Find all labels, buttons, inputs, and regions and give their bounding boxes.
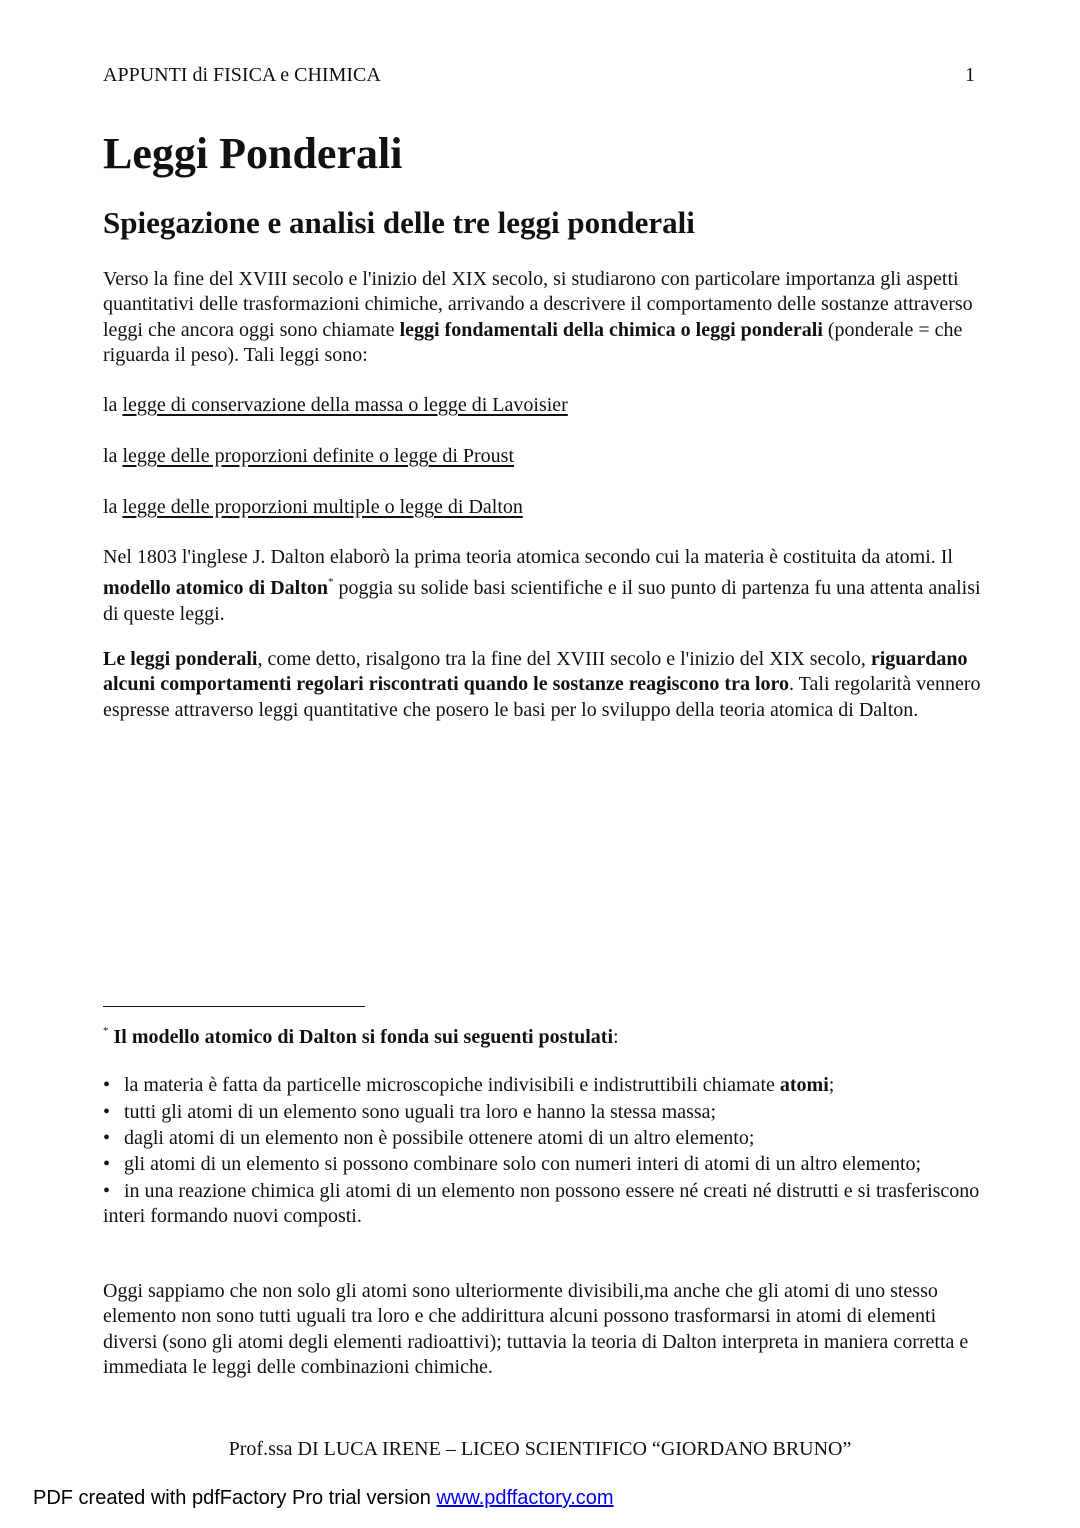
footnote-divider bbox=[103, 1006, 365, 1007]
dalton-paragraph bbox=[103, 545, 983, 627]
intro-paragraph bbox=[103, 267, 983, 368]
text: , come detto, risalgono tra la fine del XVIII secolo e l'inizio del XIX secolo, bbox=[257, 648, 871, 670]
text: PDF created with pdfFactory Pro trial version bbox=[33, 1487, 437, 1509]
law-link[interactable]: legge delle proporzioni multiple o legge di Dalton bbox=[122, 496, 523, 518]
list-item bbox=[103, 1072, 983, 1099]
ponderal-laws-paragraph bbox=[103, 647, 983, 723]
bold-text: riguardano alcuni comportamenti regolari riscontrati quando le sostanze reagiscono tra loro bbox=[103, 648, 968, 696]
bold-text: modello atomico di Dalton bbox=[103, 577, 328, 600]
text: gli atomi di un elemento si possono combinare solo con numeri interi di atomi di un altro elemento; bbox=[124, 1152, 922, 1175]
law-item-lavoisier bbox=[103, 393, 983, 418]
footnote-reference[interactable]: * bbox=[328, 576, 334, 589]
text: la bbox=[103, 445, 123, 467]
text: tutti gli atomi di un elemento sono uguali tra loro e hanno la stessa massa; bbox=[124, 1100, 717, 1123]
list-item bbox=[103, 1179, 983, 1229]
text: in una reazione chimica gli atomi di un elemento non possono essere né creati né distrutti e si trasferiscono interi formando nuovi composti. bbox=[103, 1179, 980, 1227]
running-header: APPUNTI di FISICA e CHIMICA bbox=[103, 64, 381, 86]
list-item bbox=[103, 1125, 983, 1152]
page-number: 1 bbox=[965, 64, 975, 86]
bold-text: leggi fondamentali della chimica o leggi ponderali bbox=[399, 318, 823, 341]
postulates-list bbox=[103, 1072, 983, 1229]
pdf-watermark bbox=[33, 1487, 614, 1510]
text: . Tali regolarità vennero espresse attraverso leggi quantitative che posero le basi per lo sviluppo della teoria atomica di Dalton. bbox=[103, 673, 981, 721]
text: poggia su solide basi scientifiche e il suo punto di partenza fu una attenta analisi di queste leggi. bbox=[103, 577, 981, 625]
text: ; bbox=[828, 1074, 835, 1096]
page-footer: Prof.ssa DI LUCA IRENE – LICEO SCIENTIFICO “GIORDANO BRUNO” bbox=[228, 1438, 852, 1460]
law-item-dalton bbox=[103, 495, 983, 520]
pdffactory-link[interactable]: www.pdffactory.com bbox=[436, 1487, 614, 1509]
text: dagli atomi di un elemento non è possibile ottenere atomi di un altro elemento; bbox=[124, 1127, 755, 1149]
text: la bbox=[103, 496, 123, 518]
law-link[interactable]: legge delle proporzioni definite o legge di Proust bbox=[122, 445, 514, 467]
text: (ponderale = che riguarda il peso). Tali leggi sono: bbox=[103, 318, 963, 366]
list-item bbox=[103, 1099, 983, 1126]
bold-text: Il modello atomico di Dalton si fonda sui seguenti postulati bbox=[113, 1026, 614, 1048]
law-item-proust bbox=[103, 444, 983, 469]
text: la bbox=[103, 394, 123, 416]
list-item bbox=[103, 1152, 983, 1177]
text: Verso la fine del XVIII secolo e l'inizio del XIX secolo, si studiarono con particolare importanza gli aspetti quantitativi delle trasformazioni chimiche, arrivando a descrivere il comportamento delle sostanze attraverso leggi che ancora oggi sono chiamate bbox=[103, 268, 973, 341]
footnote-mark: * bbox=[103, 1025, 109, 1037]
bold-text: atomi bbox=[779, 1074, 829, 1096]
text: la materia è fatta da particelle microscopiche indivisibili e indistruttibili chiamate bbox=[124, 1074, 780, 1096]
closing-paragraph: Oggi sappiamo che non solo gli atomi sono ulteriormente divisibili,ma anche che gli atomi di uno stesso elemento non sono tutti uguali tra loro e che addirittura alcuni possono trasformarsi in atomi di elementi diversi (sono gli atomi degli elementi radioattivi); tuttavia la teoria di Dalton interpreta in maniera corretta e immediata le leggi delle combinazioni chimiche. bbox=[103, 1280, 969, 1378]
bold-text: Le leggi ponderali bbox=[103, 648, 258, 670]
law-link[interactable]: legge di conservazione della massa o legge di Lavoisier bbox=[122, 394, 568, 416]
page-subtitle: Spiegazione e analisi delle tre leggi ponderali bbox=[103, 205, 695, 240]
text: Nel 1803 l'inglese J. Dalton elaborò la prima teoria atomica secondo cui la materia è costituita da atomi. Il bbox=[103, 546, 953, 568]
page-title: Leggi Ponderali bbox=[103, 129, 403, 178]
text: : bbox=[613, 1026, 619, 1048]
footnote-title bbox=[103, 1019, 983, 1050]
